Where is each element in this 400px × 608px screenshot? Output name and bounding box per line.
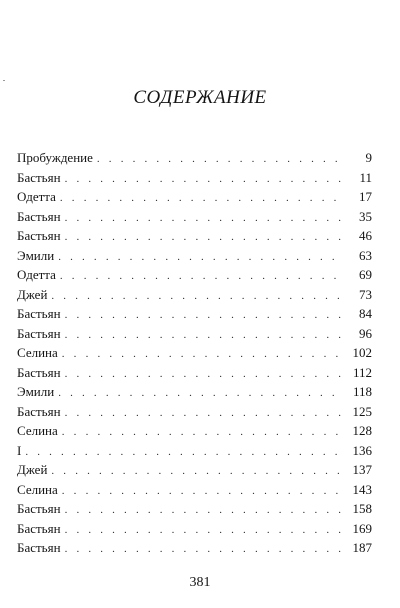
toc-entry [17, 460, 372, 480]
toc-entry [17, 324, 372, 344]
toc-entry-page: 46 [359, 228, 372, 243]
toc-entry-page: 187 [352, 540, 372, 555]
table-of-contents [17, 148, 372, 558]
toc-entry [17, 285, 372, 305]
toc-entry-title: Эмили [17, 384, 55, 399]
toc-dot-leader [58, 384, 344, 404]
toc-entry-title: Джей [17, 286, 48, 302]
toc-entry [17, 382, 372, 402]
toc-entry-title: Бастьян [17, 403, 61, 419]
toc-entry-title: I [17, 442, 22, 458]
toc-entry-title: Селина [17, 423, 58, 438]
toc-entry-page: 84 [359, 306, 372, 321]
toc-entry [17, 265, 372, 285]
toc-dot-leader [65, 365, 344, 385]
scan-mark [3, 80, 5, 81]
toc-entry-page: 128 [352, 423, 372, 438]
toc-entry [17, 304, 372, 324]
toc-entry [17, 168, 372, 188]
toc-entry-title: Одетта [17, 267, 56, 282]
toc-dot-leader [65, 306, 344, 326]
toc-entry-page: 169 [352, 520, 372, 536]
toc-dot-leader [58, 248, 344, 268]
toc-dot-leader [97, 150, 344, 170]
toc-entry-page: 137 [352, 462, 372, 477]
toc-entry [17, 519, 372, 539]
toc-entry [17, 343, 372, 363]
toc-entry-page: 9 [365, 150, 372, 165]
toc-entry-page: 158 [352, 501, 372, 516]
toc-entry-page: 136 [352, 442, 372, 458]
toc-dot-leader [51, 462, 344, 482]
toc-entry [17, 441, 372, 461]
toc-entry-page: 35 [359, 208, 372, 224]
toc-entry [17, 226, 372, 246]
toc-dot-leader [62, 345, 344, 365]
toc-entry-title: Селина [17, 481, 58, 497]
toc-dot-leader [65, 326, 344, 346]
toc-dot-leader [62, 482, 344, 502]
toc-entry-title: Бастьян [17, 540, 61, 555]
toc-dot-leader [65, 501, 344, 521]
toc-entry [17, 421, 372, 441]
toc-entry-title: Бастьян [17, 306, 61, 321]
toc-dot-leader [65, 170, 344, 190]
toc-entry-page: 73 [359, 286, 372, 302]
toc-entry-page: 125 [352, 403, 372, 419]
toc-entry-page: 17 [359, 189, 372, 204]
page-title: СОДЕРЖАНИЕ [133, 87, 267, 108]
toc-entry-title: Бастьян [17, 169, 61, 185]
toc-entry-page: 63 [359, 247, 372, 263]
toc-dot-leader [65, 521, 344, 541]
toc-entry-title: Бастьян [17, 520, 61, 536]
toc-dot-leader [65, 228, 344, 248]
toc-entry [17, 187, 372, 207]
toc-entry-title: Эмили [17, 247, 55, 263]
toc-entry [17, 402, 372, 422]
toc-entry-page: 118 [352, 384, 372, 399]
toc-dot-leader [60, 189, 344, 209]
toc-entry-page: 112 [352, 364, 372, 380]
toc-entry [17, 538, 372, 558]
toc-dot-leader [60, 267, 344, 287]
toc-entry-title: Одетта [17, 189, 56, 204]
toc-entry-title: Бастьян [17, 228, 61, 243]
toc-entry [17, 363, 372, 383]
toc-dot-leader [62, 423, 344, 443]
toc-entry [17, 499, 372, 519]
toc-entry-page: 69 [359, 267, 372, 282]
toc-entry-title: Бастьян [17, 325, 61, 341]
toc-entry [17, 480, 372, 500]
toc-entry-page: 143 [352, 481, 372, 497]
toc-entry-title: Селина [17, 345, 58, 360]
toc-dot-leader [65, 404, 344, 424]
toc-entry-page: 11 [359, 169, 372, 185]
toc-entry-title: Джей [17, 462, 48, 477]
toc-dot-leader [65, 209, 344, 229]
toc-entry-page: 96 [359, 325, 372, 341]
toc-entry-title: Бастьян [17, 364, 61, 380]
toc-entry-title: Бастьян [17, 501, 61, 516]
toc-dot-leader [51, 287, 344, 307]
toc-entry [17, 148, 372, 168]
toc-entry-page: 102 [352, 345, 372, 360]
toc-dot-leader [65, 540, 344, 560]
page-number: 381 [189, 575, 211, 590]
toc-dot-leader [25, 443, 344, 463]
toc-entry-title: Пробуждение [17, 150, 93, 165]
toc-entry-title: Бастьян [17, 208, 61, 224]
toc-entry [17, 207, 372, 227]
toc-entry [17, 246, 372, 266]
